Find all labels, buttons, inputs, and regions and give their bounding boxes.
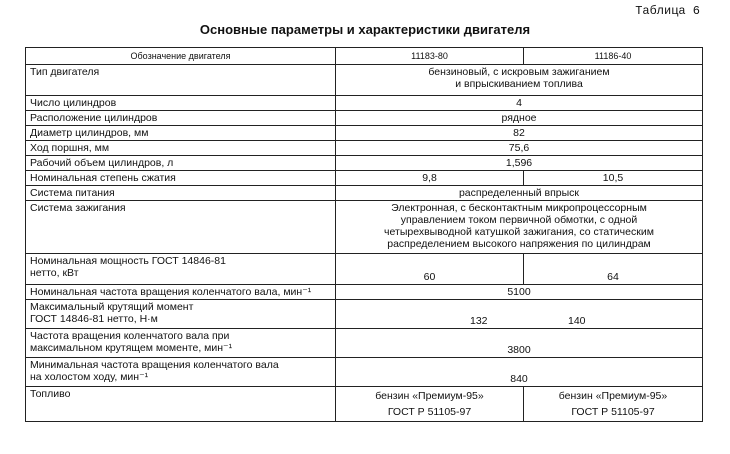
- row-value-b: 140: [568, 315, 586, 327]
- row-label: Расположение цилиндров: [26, 111, 336, 126]
- value-line: Электронная, с бесконтактным микропроцессорным: [391, 202, 647, 214]
- row-label: Число цилиндров: [26, 96, 336, 111]
- header-engine-b: 11186-40: [524, 48, 703, 65]
- row-value: 3800: [336, 329, 703, 358]
- label-line: ГОСТ 14846-81 нетто, Н·м: [30, 313, 158, 325]
- table-row: [26, 300, 703, 329]
- table-row: [26, 387, 703, 422]
- row-label: Рабочий объем цилиндров, л: [26, 156, 336, 171]
- row-value: 1,596: [336, 156, 703, 171]
- row-value-a: 132: [470, 315, 488, 327]
- row-value: [336, 65, 703, 96]
- row-value: рядное: [336, 111, 703, 126]
- row-value-b: 64: [524, 254, 703, 285]
- row-label: Система питания: [26, 186, 336, 201]
- table-row: [26, 156, 703, 171]
- label-line: Минимальная частота вращения коленчатого вала: [30, 359, 279, 371]
- row-value-a: 9,8: [336, 171, 524, 186]
- table-row: [26, 96, 703, 111]
- row-value: 82: [336, 126, 703, 141]
- row-value-b: 10,5: [524, 171, 703, 186]
- row-value: 840: [336, 358, 703, 387]
- label-line: Максимальный крутящий момент: [30, 301, 194, 313]
- row-label: Диаметр цилиндров, мм: [26, 126, 336, 141]
- row-label: Номинальная частота вращения коленчатого вала, мин⁻¹: [26, 285, 336, 300]
- row-value-a: [336, 387, 524, 422]
- value-line: бензин «Премиум-95»: [375, 390, 484, 402]
- table-row: [26, 201, 703, 254]
- value-line: и впрыскиванием топлива: [455, 78, 583, 90]
- row-label: Тип двигателя: [26, 65, 336, 96]
- value-line: бензиновый, с искровым зажиганием: [428, 66, 610, 78]
- row-value: [336, 201, 703, 254]
- value-line: ГОСТ Р 51105-97: [387, 406, 472, 418]
- row-value: распределенный впрыск: [336, 186, 703, 201]
- table-header-row: [26, 48, 703, 65]
- table-row: [26, 111, 703, 126]
- row-value-a: 60: [336, 254, 524, 285]
- label-line: нетто, кВт: [30, 267, 79, 279]
- table-number: Таблица 6: [635, 4, 700, 18]
- row-label: [26, 254, 336, 285]
- table-row: [26, 186, 703, 201]
- label-line: на холостом ходу, мин⁻¹: [30, 371, 149, 383]
- row-label: [26, 300, 336, 329]
- label-line: Номинальная мощность ГОСТ 14846-81: [30, 255, 226, 267]
- row-value-b: [524, 387, 703, 422]
- value-line: управлением током первичной обмотки, с одной: [400, 214, 638, 226]
- row-label: Система зажигания: [26, 201, 336, 254]
- header-engine-designation: Обозначение двигателя: [26, 48, 336, 65]
- row-value: 75,6: [336, 141, 703, 156]
- row-label: [26, 329, 336, 358]
- header-engine-a: 11183-80: [336, 48, 524, 65]
- table-row: [26, 126, 703, 141]
- table-row: [26, 285, 703, 300]
- row-value: 5100: [336, 285, 703, 300]
- label-line: максимальном крутящем моменте, мин⁻¹: [30, 342, 233, 354]
- row-label: Топливо: [26, 387, 336, 422]
- row-value: [336, 300, 703, 329]
- row-label: [26, 358, 336, 387]
- label-line: Частота вращения коленчатого вала при: [30, 330, 230, 342]
- value-line: бензин «Премиум-95»: [558, 390, 668, 402]
- value-line: четырехвыводной катушкой зажигания, со статическим: [384, 226, 654, 238]
- document-title: Основные параметры и характеристики двигателя: [199, 22, 531, 37]
- value-line: ГОСТ Р 51105-97: [571, 406, 655, 418]
- table-row: [26, 329, 703, 358]
- value-line: распределением высокого напряжения по цилиндрам: [387, 238, 651, 250]
- table-row: [26, 171, 703, 186]
- row-label: Номинальная степень сжатия: [26, 171, 336, 186]
- table-row: [26, 141, 703, 156]
- row-label: Ход поршня, мм: [26, 141, 336, 156]
- torque-values: [340, 301, 698, 327]
- table-row: [26, 254, 703, 285]
- table-row: [26, 358, 703, 387]
- row-value: 4: [336, 96, 703, 111]
- engine-spec-table: [25, 47, 703, 422]
- table-row: [26, 65, 703, 96]
